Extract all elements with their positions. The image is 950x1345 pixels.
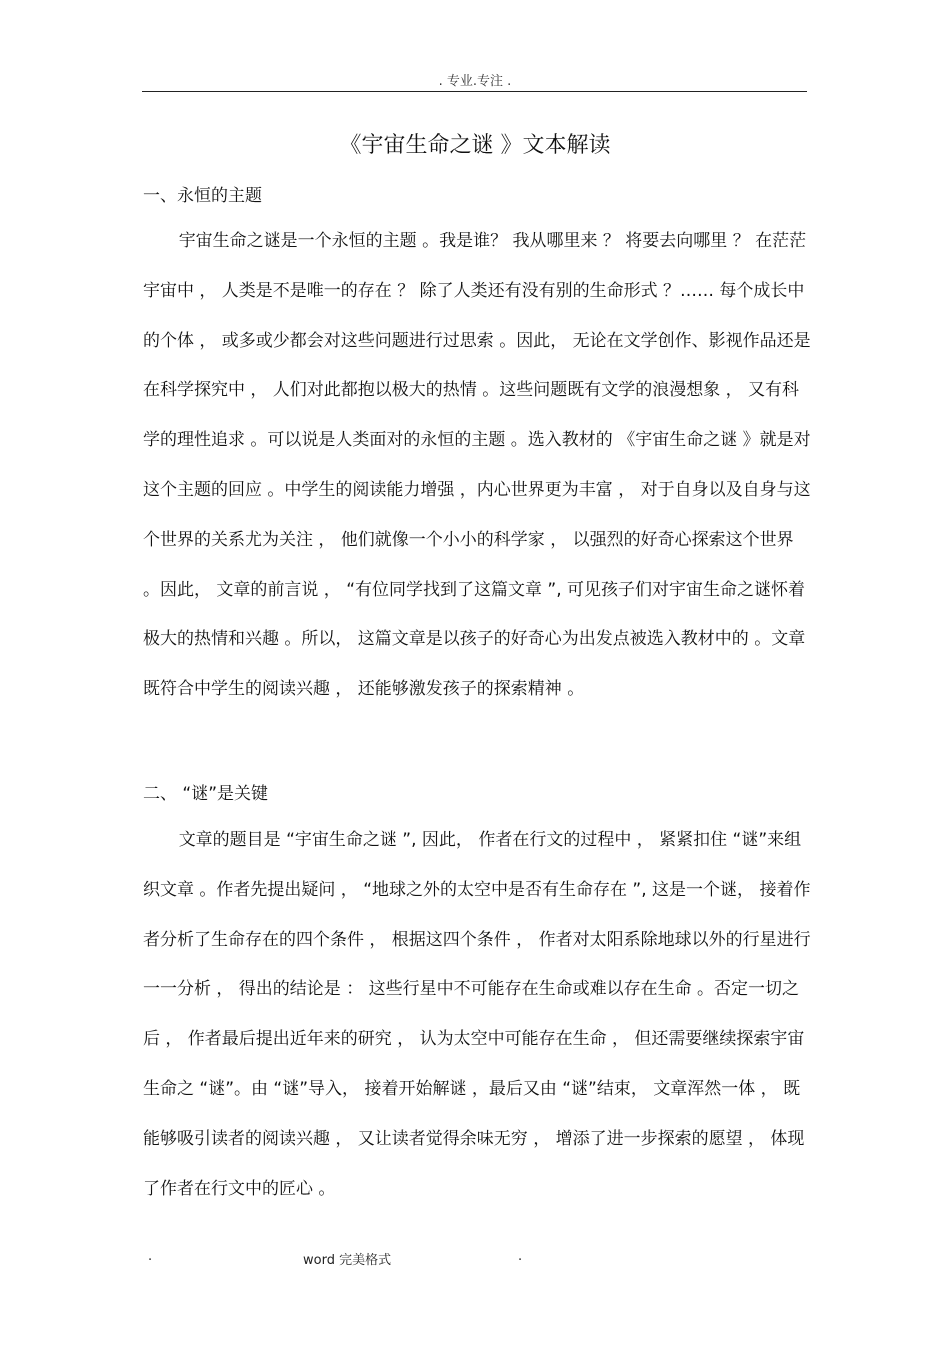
footer-dot-left: . — [148, 1249, 153, 1264]
section-paragraph-1: 宇宙生命之谜是一个永恒的主题 。我是谁？ 我从哪里来 ？ 将要去向哪里 ？ 在茫茫宇宙中 ， 人类是不是唯一的存在 ？ 除了人类还有没有别的生命形式 ？…… 每个成长中的个体 ， 或多或少都会对这些问题进行过思索 。因此， 无论在文学创作、影视作品还是在科学探究中 ， 人们对此都抱以极大的热情 。这些问题既有文学的浪漫想象 ， 又有科学的理性追求 。可以说是人类面对的永恒的主题 。选入教材的 《宇宙生命之谜 》就是对这个主题的回应 。中学生的阅读能力增强 ，内心世界更为丰富 ， 对于自身以及自身与这个世界的关系尤为关注 ， 他们就像一个小小的科学家 ， 以强烈的好奇心探索这个世界 。因此， 文章的前言说 ， “有位同学找到了这篇文章 ”, 可见孩子们对宇宙生命之谜怀着极大的热情和兴趣 。所以， 这篇文章是以孩子的好奇心为出发点被选入教材中的 。文章既符合中学生的阅读兴趣 ， 还能够激发孩子的探索精神 。 — [143, 231, 811, 700]
page-header: . 专业.专注 . — [438, 74, 512, 89]
section-heading-2: 二、 “谜”是关键 — [143, 784, 269, 804]
document-title: 《宇宙生命之谜 》文本解读 — [339, 133, 611, 158]
footer-label: word 完美格式 — [303, 1253, 392, 1268]
section-paragraph-2: 文章的题目是 “宇宙生命之谜 ”, 因此， 作者在行文的过程中 ， 紧紧扣住 “谜”来组织文章 。作者先提出疑问 ， “地球之外的太空中是否有生命存在 ”, 这是一个谜， 接着作者分析了生命存在的四个条件 ， 根据这四个条件 ， 作者对太阳系除地球以外的行星进行一一分析 ， 得出的结论是 ： 这些行星中不可能存在生命或难以存在生命 。否定一切之后 ， 作者最后提出近年来的研究 ， 认为太空中可能存在生命 ， 但还需要继续探索宇宙生命之 “谜”。由 “谜”导入， 接着开始解谜 ，最后又由 “谜”结束， 文章浑然一体 ， 既能够吸引读者的阅读兴趣 ， 又让读者觉得余味无穷 ， 增添了进一步探索的愿望 ， 体现了作者在行文中的匠心 。 — [143, 830, 811, 1199]
header-rule — [142, 91, 807, 92]
footer-dot-right: . — [518, 1249, 523, 1264]
section-heading-1: 一、永恒的主题 — [143, 186, 262, 206]
